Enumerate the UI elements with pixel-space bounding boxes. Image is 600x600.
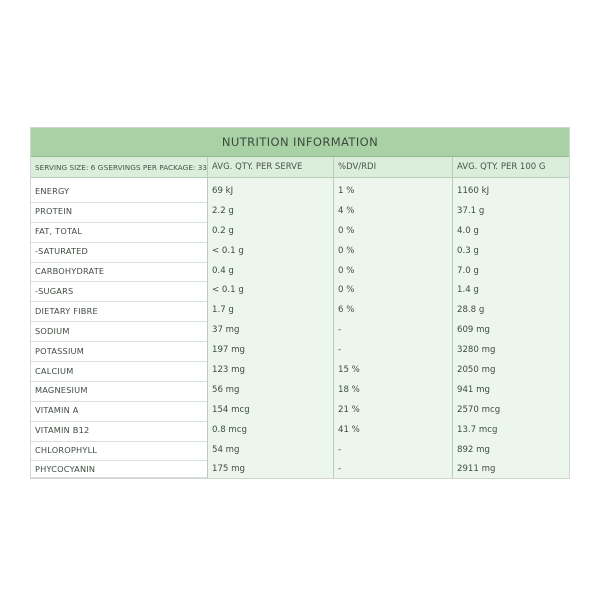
table-row — [31, 380, 569, 400]
servings-per-package-label: SERVINGS PER PACKAGE: 33 — [103, 162, 207, 172]
per-100g-value: 892 mg — [457, 444, 490, 455]
dv-value: 0 % — [338, 285, 355, 296]
dv-value: 0 % — [338, 245, 355, 256]
per-serve-value: 69 kJ — [212, 185, 234, 196]
dv-value: - — [338, 444, 342, 455]
dv-value: 15 % — [338, 364, 360, 375]
table-row — [31, 201, 569, 221]
per-serve-value: 123 mg — [212, 364, 245, 375]
per-serve-value: 175 mg — [212, 464, 245, 475]
nutrient-name: VITAMIN A — [31, 401, 207, 419]
per-serve-value: < 0.1 g — [212, 285, 244, 296]
table-row — [31, 221, 569, 241]
nutrient-name: SODIUM — [31, 321, 207, 339]
dv-value: 0 % — [338, 225, 355, 236]
nutrient-name: CALCIUM — [31, 361, 207, 379]
column-header-per-100g: AVG. QTY. PER 100 G — [452, 157, 569, 177]
per-serve-value: 0.8 mcg — [212, 424, 247, 435]
nutrient-name: ENERGY — [31, 182, 207, 200]
table-row — [31, 181, 569, 201]
per-serve-value: 154 mcg — [212, 404, 250, 415]
table-row — [31, 420, 569, 440]
table-row — [31, 320, 569, 340]
per-100g-value: 609 mg — [457, 325, 490, 336]
per-100g-value: 3280 mg — [457, 345, 496, 356]
per-serve-value: 1.7 g — [212, 305, 234, 316]
per-100g-value: 4.0 g — [457, 225, 479, 236]
per-serve-value: < 0.1 g — [212, 245, 244, 256]
per-100g-value: 37.1 g — [457, 205, 485, 216]
dv-value: - — [338, 325, 342, 336]
table-row — [31, 360, 569, 380]
table-row — [31, 300, 569, 320]
per-100g-value: 2570 mcg — [457, 404, 501, 415]
table-row — [31, 280, 569, 300]
per-100g-value: 1.4 g — [457, 285, 479, 296]
dv-value: 18 % — [338, 384, 360, 395]
dv-value: 4 % — [338, 205, 355, 216]
per-100g-value: 2050 mg — [457, 364, 496, 375]
nutrient-name: PHYCOCYANIN — [31, 460, 207, 478]
per-serve-value: 56 mg — [212, 384, 240, 395]
per-100g-value: 2911 mg — [457, 464, 496, 475]
per-100g-value: 0.3 g — [457, 245, 479, 256]
column-header-per-serve: AVG. QTY. PER SERVE — [207, 157, 333, 177]
column-header-dv: %DV/RDI — [333, 157, 452, 177]
nutrient-name: VITAMIN B12 — [31, 421, 207, 439]
nutrient-name: -SUGARS — [31, 281, 207, 299]
nutrient-name: CHLOROPHYLL — [31, 441, 207, 459]
table-row — [31, 440, 569, 460]
per-serve-value: 54 mg — [212, 444, 240, 455]
table-row — [31, 261, 569, 281]
per-100g-value: 7.0 g — [457, 265, 479, 276]
dv-value: 6 % — [338, 305, 355, 316]
per-100g-value: 941 mg — [457, 384, 490, 395]
nutrient-name: PROTEIN — [31, 202, 207, 220]
nutrition-table — [30, 127, 570, 479]
per-serve-value: 0.4 g — [212, 265, 234, 276]
dv-value: 1 % — [338, 185, 355, 196]
per-serve-value: 2.2 g — [212, 205, 234, 216]
table-rows — [31, 181, 569, 479]
dv-value: - — [338, 345, 342, 356]
per-100g-value: 1160 kJ — [457, 185, 490, 196]
table-row — [31, 340, 569, 360]
table-row — [31, 241, 569, 261]
table-header-row — [31, 157, 569, 178]
table-row — [31, 400, 569, 420]
dv-value: 21 % — [338, 404, 360, 415]
dv-value: - — [338, 464, 342, 475]
dv-value: 41 % — [338, 424, 360, 435]
serving-info — [31, 157, 207, 177]
nutrient-name: POTASSIUM — [31, 341, 207, 359]
table-row — [31, 459, 569, 479]
nutrient-name: CARBOHYDRATE — [31, 262, 207, 280]
per-serve-value: 197 mg — [212, 345, 245, 356]
nutrient-name: FAT, TOTAL — [31, 222, 207, 240]
per-serve-value: 0.2 g — [212, 225, 234, 236]
nutrient-name: -SATURATED — [31, 242, 207, 260]
table-body — [31, 178, 569, 478]
serving-size-label: SERVING SIZE: 6 G — [35, 162, 104, 172]
nutrient-name: MAGNESIUM — [31, 381, 207, 399]
table-title: NUTRITION INFORMATION — [31, 128, 569, 157]
per-100g-value: 28.8 g — [457, 305, 485, 316]
dv-value: 0 % — [338, 265, 355, 276]
nutrient-name: DIETARY FIBRE — [31, 301, 207, 319]
per-100g-value: 13.7 mcg — [457, 424, 498, 435]
per-serve-value: 37 mg — [212, 325, 240, 336]
